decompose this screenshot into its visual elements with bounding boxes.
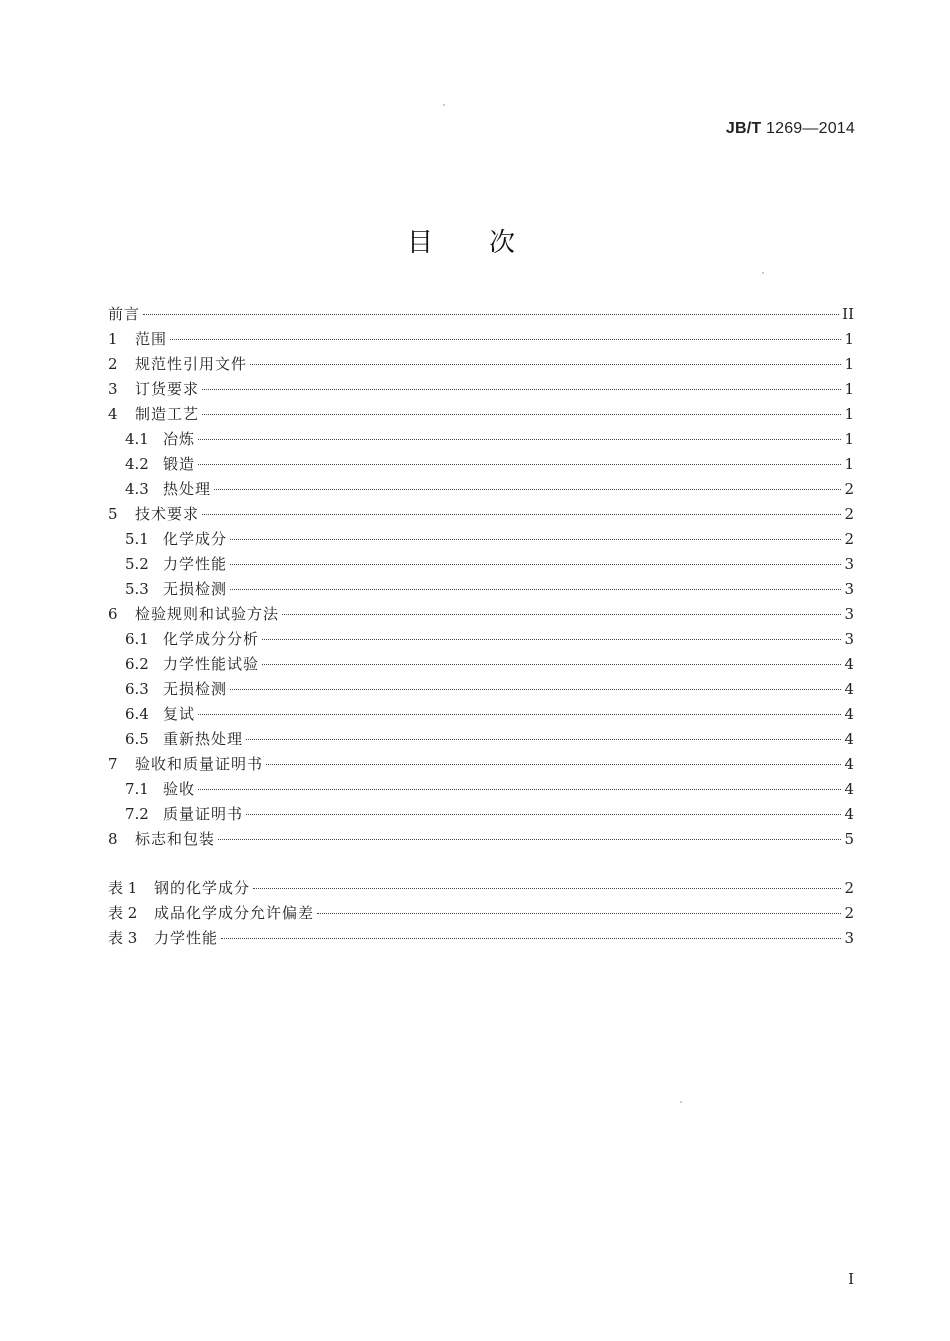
section-number: 6 (108, 605, 118, 623)
dot-leader (266, 764, 841, 765)
toc-item[interactable] (108, 702, 854, 727)
section-number: 4.2 (125, 455, 149, 473)
toc-item[interactable] (108, 377, 854, 402)
page-reference: 4 (844, 755, 854, 773)
section-title: 化学成分 (163, 530, 228, 548)
dot-leader (230, 689, 841, 690)
toc-item[interactable] (108, 802, 854, 827)
table-of-contents (108, 302, 854, 852)
toc-item[interactable] (108, 502, 854, 527)
dot-leader (317, 913, 841, 914)
toc-item[interactable] (108, 777, 854, 802)
page-reference: 3 (844, 929, 854, 947)
section-number: 3 (108, 380, 118, 398)
section-number: 5.2 (125, 555, 149, 573)
section-number: 7.2 (125, 805, 149, 823)
section-number: 5 (108, 505, 118, 523)
section-title: 规范性引用文件 (135, 355, 248, 373)
page-reference: 2 (844, 505, 854, 523)
section-number: 4 (108, 405, 118, 423)
table-title: 力学性能 (154, 929, 219, 947)
page-reference: 3 (844, 605, 854, 623)
section-title: 力学性能试验 (163, 655, 260, 673)
section-title: 力学性能 (163, 555, 228, 573)
dot-leader (170, 339, 841, 340)
toc-item[interactable] (108, 427, 854, 452)
section-number: 7 (108, 755, 118, 773)
dot-leader (214, 489, 841, 490)
scan-speck (680, 1101, 682, 1103)
dot-leader (202, 389, 841, 390)
table-list-item[interactable] (108, 901, 854, 926)
page-reference: II (842, 305, 854, 323)
scan-speck (762, 272, 764, 274)
document-code-number: 1269—2014 (766, 120, 855, 137)
section-number: 6.4 (125, 705, 149, 723)
section-title: 前言 (108, 305, 141, 323)
toc-item[interactable] (108, 452, 854, 477)
dot-leader (246, 814, 841, 815)
section-title: 无损检测 (163, 680, 228, 698)
list-of-tables (108, 876, 854, 951)
section-title: 重新热处理 (163, 730, 244, 748)
scan-speck (443, 104, 445, 106)
dot-leader (282, 614, 841, 615)
dot-leader (202, 414, 841, 415)
page-reference: 1 (844, 405, 854, 423)
page-reference: 4 (844, 680, 854, 698)
section-title: 技术要求 (135, 505, 200, 523)
section-title: 热处理 (163, 480, 212, 498)
toc-item[interactable] (108, 402, 854, 427)
page-reference: 2 (844, 530, 854, 548)
toc-item[interactable] (108, 327, 854, 352)
dot-leader (218, 839, 841, 840)
page-reference: 4 (844, 705, 854, 723)
toc-item[interactable] (108, 602, 854, 627)
page-reference: 4 (844, 780, 854, 798)
section-title: 检验规则和试验方法 (135, 605, 280, 623)
page-reference: 1 (844, 430, 854, 448)
page-reference: 1 (844, 455, 854, 473)
dot-leader (262, 639, 841, 640)
document-code-prefix: JB/T (725, 120, 762, 137)
table-list-item[interactable] (108, 926, 854, 951)
dot-leader (143, 314, 839, 315)
page-reference: 2 (844, 879, 854, 897)
dot-leader (230, 539, 841, 540)
page-number: I (848, 1270, 854, 1288)
toc-item[interactable] (108, 552, 854, 577)
section-number: 6.1 (125, 630, 149, 648)
section-number: 5.1 (125, 530, 149, 548)
page-reference: 1 (844, 330, 854, 348)
page-reference: 3 (844, 630, 854, 648)
section-number: 6.3 (125, 680, 149, 698)
table-number: 表 2 (108, 904, 138, 922)
section-number: 5.3 (125, 580, 149, 598)
section-number: 4.3 (125, 480, 149, 498)
page-reference: 2 (844, 480, 854, 498)
page-title: 目次 (406, 228, 571, 258)
dot-leader (198, 789, 841, 790)
section-number: 1 (108, 330, 118, 348)
section-number: 4.1 (125, 430, 149, 448)
section-title: 范围 (135, 330, 168, 348)
table-list-item[interactable] (108, 876, 854, 901)
section-title: 冶炼 (163, 430, 196, 448)
dot-leader (253, 888, 841, 889)
section-number: 7.1 (125, 780, 149, 798)
toc-item[interactable] (108, 627, 854, 652)
section-number: 2 (108, 355, 118, 373)
table-number: 表 1 (108, 879, 138, 897)
toc-item[interactable] (108, 352, 854, 377)
toc-item[interactable] (108, 302, 854, 327)
toc-item[interactable] (108, 827, 854, 852)
toc-item[interactable] (108, 677, 854, 702)
dot-leader (262, 664, 841, 665)
section-number: 6.2 (125, 655, 149, 673)
table-number: 表 3 (108, 929, 138, 947)
section-title: 订货要求 (135, 380, 200, 398)
page-reference: 4 (844, 730, 854, 748)
page-reference: 4 (844, 805, 854, 823)
dot-leader (250, 364, 841, 365)
toc-item[interactable] (108, 752, 854, 777)
page-reference: 2 (844, 904, 854, 922)
dot-leader (230, 564, 841, 565)
dot-leader (198, 714, 841, 715)
section-title: 验收和质量证明书 (135, 755, 264, 773)
table-title: 钢的化学成分 (154, 879, 251, 897)
page-reference: 3 (844, 555, 854, 573)
page-reference: 1 (844, 380, 854, 398)
table-title: 成品化学成分允许偏差 (154, 904, 315, 922)
page-reference: 5 (844, 830, 854, 848)
dot-leader (202, 514, 841, 515)
section-title: 复试 (163, 705, 196, 723)
section-title: 制造工艺 (135, 405, 200, 423)
dot-leader (246, 739, 841, 740)
section-title: 标志和包装 (135, 830, 216, 848)
toc-item[interactable] (108, 477, 854, 502)
section-title: 质量证明书 (163, 805, 244, 823)
section-title: 化学成分分析 (163, 630, 260, 648)
toc-item[interactable] (108, 652, 854, 677)
section-number: 8 (108, 830, 118, 848)
toc-item[interactable] (108, 577, 854, 602)
section-title: 无损检测 (163, 580, 228, 598)
toc-item[interactable] (108, 727, 854, 752)
page-reference: 3 (844, 580, 854, 598)
dot-leader (221, 938, 841, 939)
page-reference: 1 (844, 355, 854, 373)
section-title: 锻造 (163, 455, 196, 473)
page-reference: 4 (844, 655, 854, 673)
section-number: 6.5 (125, 730, 149, 748)
toc-item[interactable] (108, 527, 854, 552)
dot-leader (198, 439, 841, 440)
dot-leader (230, 589, 841, 590)
document-code (726, 120, 855, 138)
section-title: 验收 (163, 780, 196, 798)
dot-leader (198, 464, 841, 465)
